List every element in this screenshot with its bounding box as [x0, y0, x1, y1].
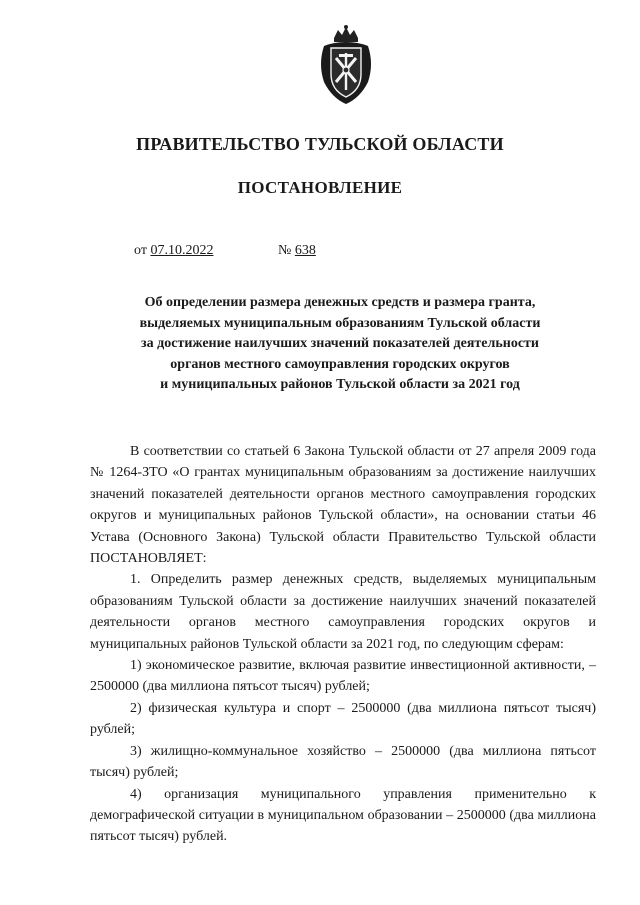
- subject-line: за достижение наилучших значений показателей деятельности: [141, 336, 539, 351]
- document-number: [278, 243, 316, 259]
- list-item: 4) организация муниципального управления применительно к демографической ситуации в муниципальном образовании – 2500000 (два миллиона пятьсот тысяч) рублей.: [90, 786, 596, 845]
- subject-line: и муниципальных районов Тульской области за 2021 год: [160, 377, 520, 392]
- document-type: ПОСТАНОВЛЕНИЕ: [237, 178, 403, 197]
- subject-line: выделяемых муниципальным образованиям Тульской области: [139, 315, 541, 331]
- list-item: 2) физическая культура и спорт – 2500000 (два миллиона пятьсот тысяч) рублей;: [90, 700, 596, 738]
- document-date: [134, 243, 213, 259]
- government-title: ПРАВИТЕЛЬСТВО ТУЛЬСКОЙ ОБЛАСТИ: [136, 134, 504, 154]
- date-prefix: от: [134, 243, 147, 258]
- subject-line: органов местного самоуправления городских округов: [170, 356, 510, 372]
- date-value: 07.10.2022: [150, 243, 214, 258]
- coat-of-arms-icon: [314, 24, 378, 106]
- clause-paragraph: 1. Определить размер денежных средств, выделяемых муниципальным образованиям Тульской области за достижение наилучших значений показателей деятельности органов местного самоуправления городских округов и муниципальных районов Тульской области за 2021 год, по следующим сферам:: [90, 572, 596, 652]
- document-body: [90, 441, 596, 848]
- preamble-paragraph: В соответствии со статьей 6 Закона Тульской области от 27 апреля 2009 года № 1264-ЗТО «О грантах муниципальным образованиям за достижение наилучших значений показателей деятельности органов местного самоуправления городских округов и муниципальных районов Тульской области», на основании статьи 46 Устава (Основного Закона) Тульской области Правительство Тульской области ПОСТАНОВЛЯЕТ:: [90, 444, 596, 567]
- list-item: 1) экономическое развитие, включая развитие инвестиционной активности, – 2500000 (два миллиона пятьсот тысяч) рублей;: [90, 658, 596, 695]
- document-subject: [90, 293, 590, 396]
- number-value: 638: [294, 243, 316, 258]
- subject-line: Об определении размера денежных средств и размера гранта,: [144, 295, 536, 310]
- list-item: 3) жилищно-коммунальное хозяйство – 2500000 (два миллиона пятьсот тысяч) рублей;: [90, 743, 596, 781]
- number-prefix: №: [278, 243, 292, 258]
